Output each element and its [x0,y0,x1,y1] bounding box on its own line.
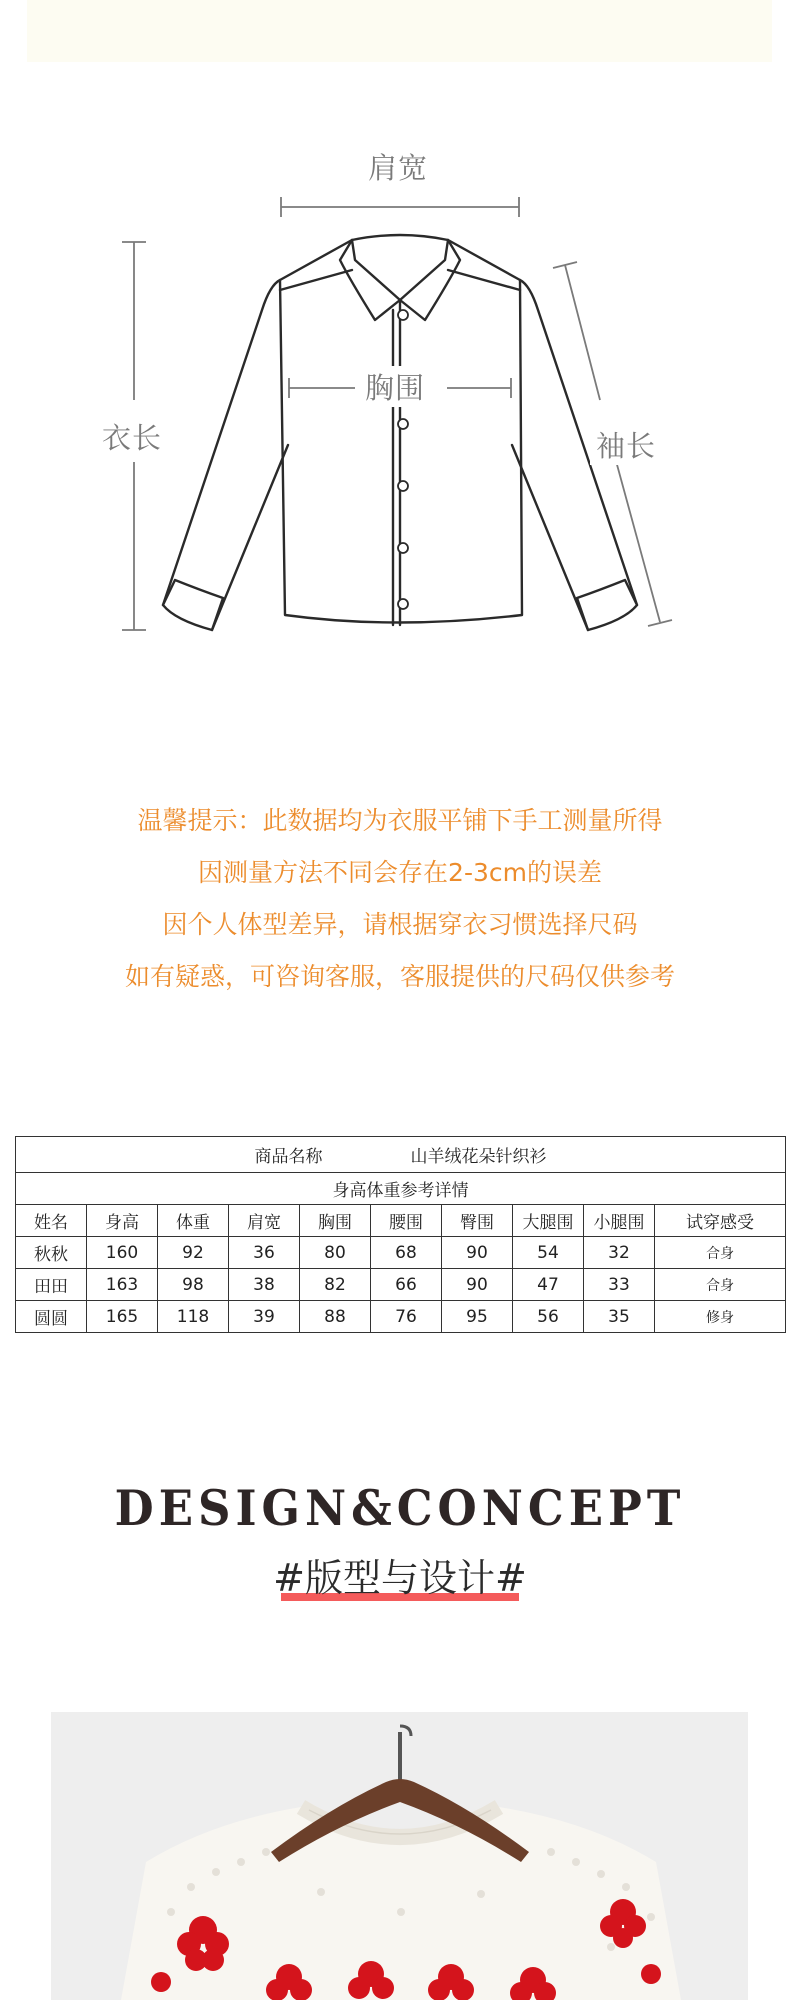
header-cell: 胸围 [300,1205,371,1237]
table-cell: 98 [158,1269,229,1301]
size-tips [0,795,800,1003]
table-cell: 66 [371,1269,442,1301]
tip-line: 温馨提示：此数据均为衣服平铺下手工测量所得 [137,806,663,835]
product-photo [51,1712,748,2000]
header-cell: 臀围 [442,1205,513,1237]
table-cell: 68 [371,1237,442,1269]
table-header-row [16,1205,786,1237]
table-cell: 39 [229,1301,300,1333]
design-subtitle-wrap [0,1547,800,1602]
fit-feeling-cell: 合身 [655,1237,786,1269]
fit-feeling-cell: 合身 [655,1269,786,1301]
table-cell: 80 [300,1237,371,1269]
product-name-row [16,1137,786,1173]
top-banner-band [27,0,772,62]
product-label: 商品名称 [254,1147,323,1167]
tip-line: 因个人体型差异，请根据穿衣习惯选择尺码 [162,910,638,939]
table-cell: 118 [158,1301,229,1333]
table-row [16,1237,786,1269]
table-cell: 38 [229,1269,300,1301]
table-cell: 160 [87,1237,158,1269]
header-cell: 姓名 [16,1205,87,1237]
table-cell: 田田 [16,1269,87,1301]
length-label: 衣长 [96,416,168,457]
table-cell: 32 [584,1237,655,1269]
table-cell: 56 [513,1301,584,1333]
tip-line: 因测量方法不同会存在2-3cm的误差 [198,858,602,887]
table-cell: 82 [300,1269,371,1301]
header-cell: 身高 [87,1205,158,1237]
table-subtitle-row [16,1173,786,1205]
table-cell: 圆圆 [16,1301,87,1333]
table-cell: 165 [87,1301,158,1333]
header-cell: 大腿围 [513,1205,584,1237]
size-reference-table [15,1136,786,1333]
design-concept-title: DESIGN&CONCEPT [114,1479,686,1538]
table-row [16,1301,786,1333]
sweater-on-hanger-image [51,1712,748,2000]
table-cell: 76 [371,1301,442,1333]
shoulder-width-label: 肩宽 [368,151,429,185]
table-subtitle: 身高体重参考详情 [16,1173,786,1205]
table-cell: 35 [584,1301,655,1333]
header-cell: 小腿围 [584,1205,655,1237]
chest-label: 胸围 [359,366,431,407]
header-cell: 肩宽 [229,1205,300,1237]
table-cell: 90 [442,1237,513,1269]
table-cell: 秋秋 [16,1237,87,1269]
table-cell: 90 [442,1269,513,1301]
table-cell: 54 [513,1237,584,1269]
table-cell: 88 [300,1301,371,1333]
tip-line: 如有疑惑，可咨询客服，客服提供的尺码仅供参考 [124,962,675,991]
header-cell: 试穿感受 [655,1205,786,1237]
table-cell: 92 [158,1237,229,1269]
fit-feeling-cell: 修身 [655,1301,786,1333]
table-cell: 36 [229,1237,300,1269]
table-row [16,1269,786,1301]
design-subtitle-text: #版型与设计# [273,1556,527,1600]
header-cell: 体重 [158,1205,229,1237]
table-cell: 33 [584,1269,655,1301]
table-cell: 47 [513,1269,584,1301]
product-name: 山羊绒花朵针织衫 [410,1147,547,1167]
design-subtitle [267,1547,533,1602]
measurement-diagram [0,110,800,690]
sleeve-label: 袖长 [590,424,662,465]
table-cell: 163 [87,1269,158,1301]
header-cell: 腰围 [371,1205,442,1237]
table-cell: 95 [442,1301,513,1333]
